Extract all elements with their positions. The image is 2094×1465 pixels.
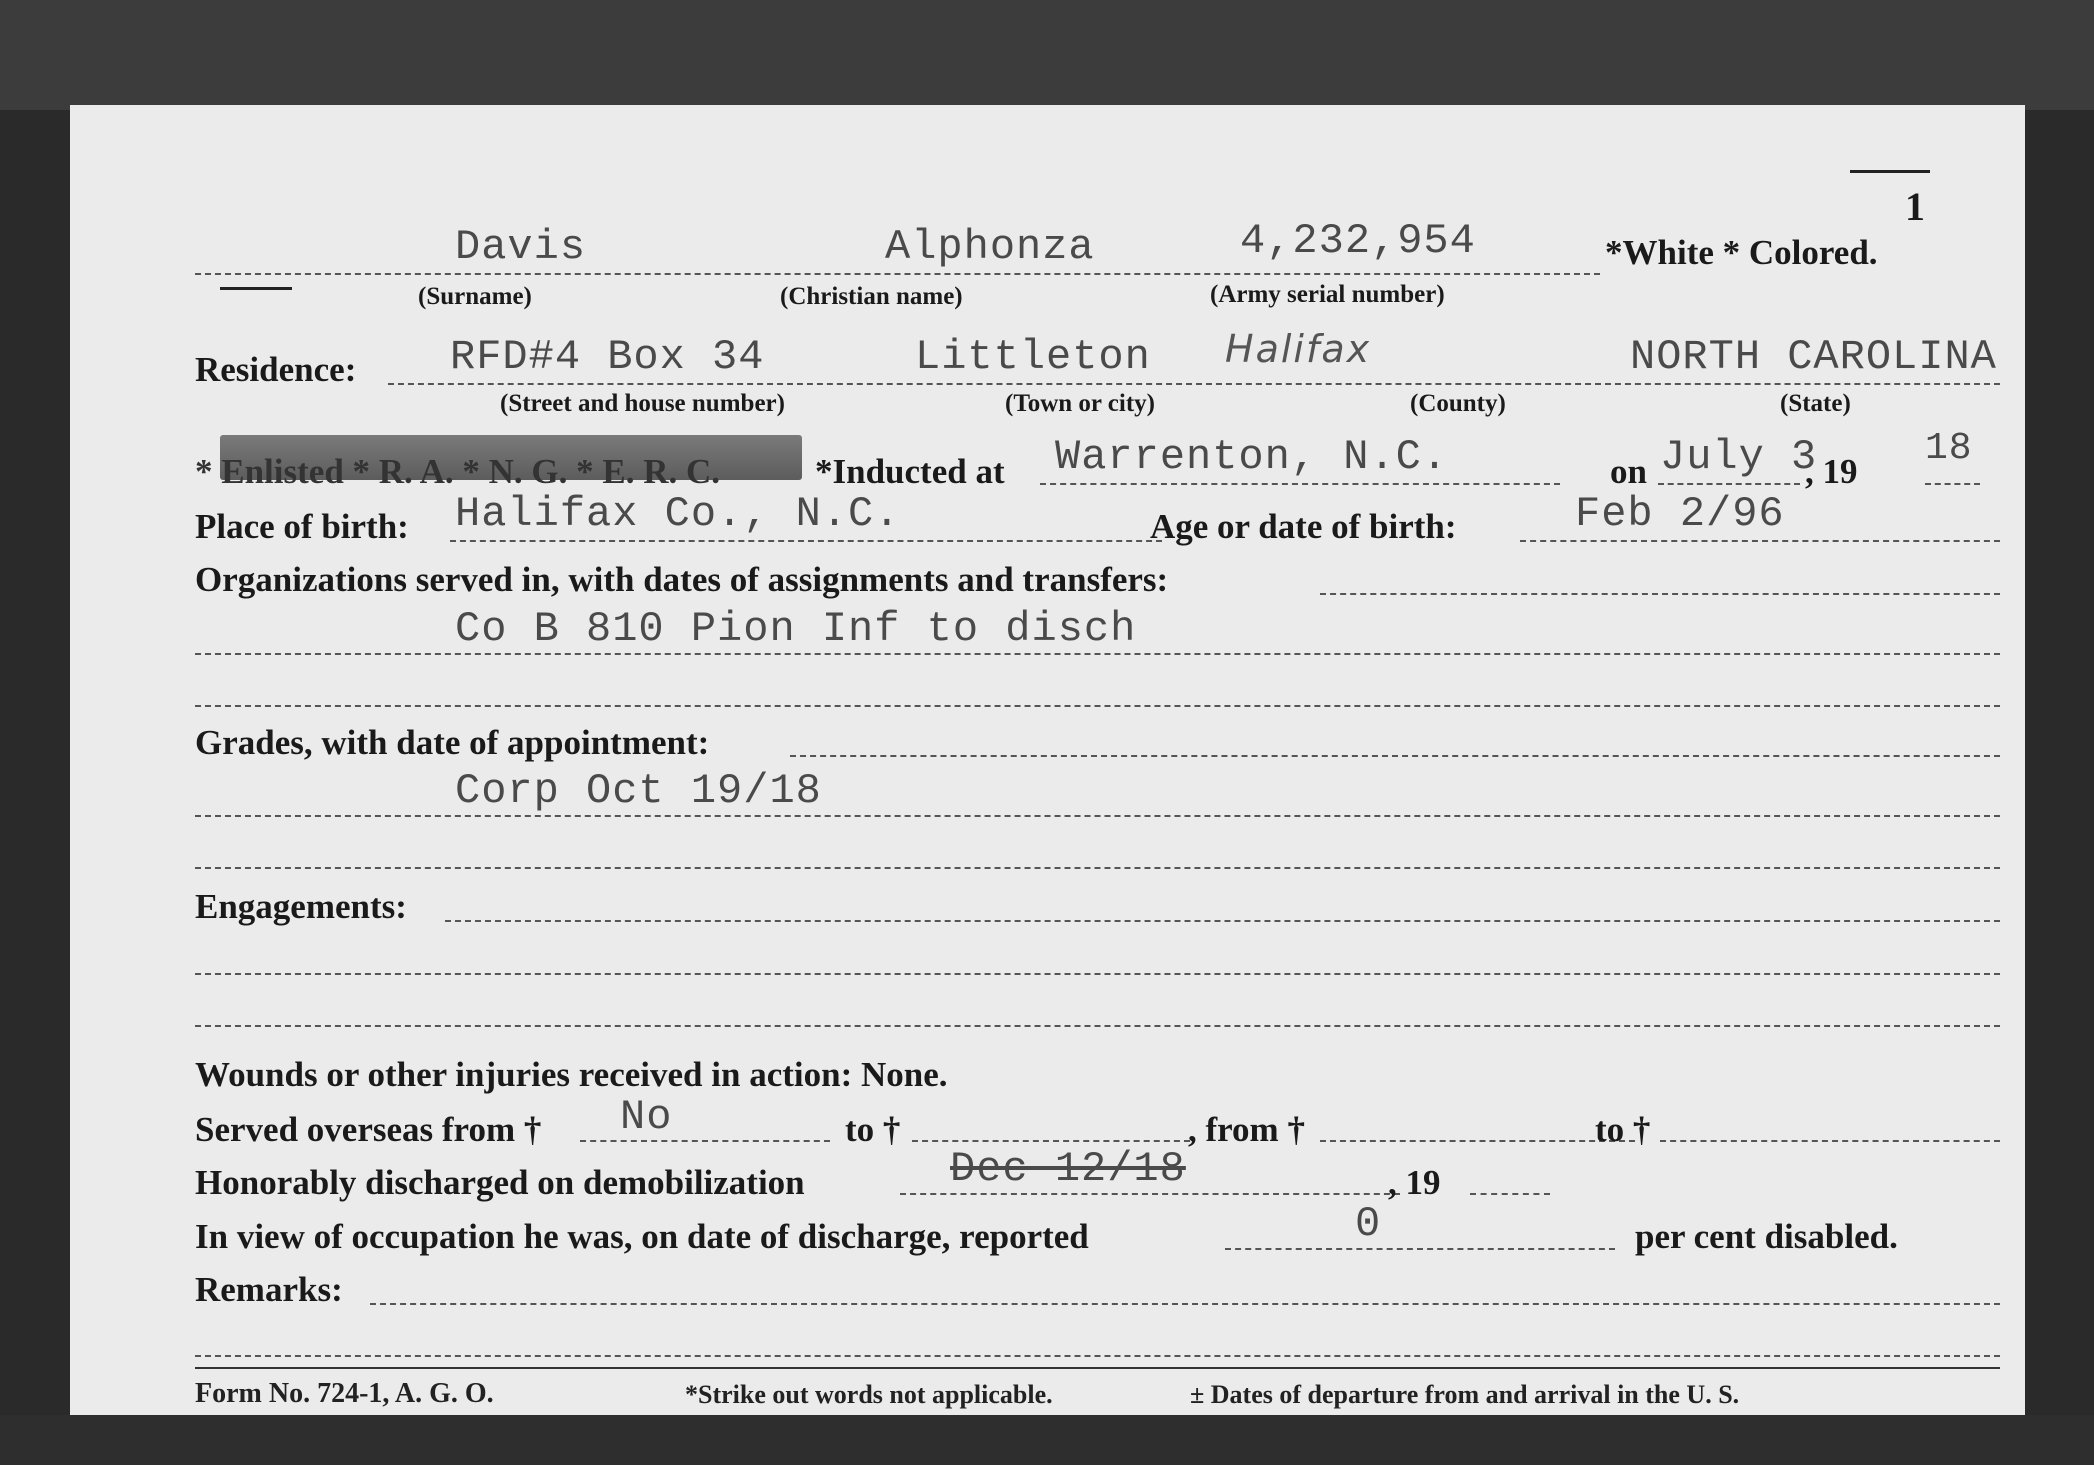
remarks-label: Remarks: <box>195 1270 343 1309</box>
engagements-label: Engagements: <box>195 887 407 926</box>
page-number-rule <box>1850 170 1930 173</box>
town-value: Littleton <box>915 333 1151 381</box>
state-caption: (State) <box>1780 390 1851 417</box>
street-value: RFD#4 Box 34 <box>450 333 765 381</box>
surname-value: Davis <box>455 223 587 271</box>
organizations-line-2 <box>195 653 2000 655</box>
grades-line-3 <box>195 867 2000 869</box>
on-label: on <box>1610 452 1647 491</box>
christian-name-caption: (Christian name) <box>780 283 963 310</box>
wounds-label: Wounds or other injuries received in action: None. <box>195 1055 948 1094</box>
overseas-to2-line <box>1660 1140 2000 1142</box>
discharge-label: Honorably discharged on demobilization <box>195 1163 805 1202</box>
induction-date-line <box>1658 483 1800 485</box>
organizations-line-1 <box>1320 593 2000 595</box>
county-value: Halifax <box>1225 327 1372 371</box>
residence-line <box>388 383 2000 385</box>
page-number: 1 <box>1905 184 1925 229</box>
residence-label: Residence: <box>195 350 357 389</box>
organization-value: Co B 810 Pion Inf to disch <box>455 605 1137 653</box>
remarks-line-1 <box>370 1303 2000 1305</box>
overseas-from2-label: , from † <box>1188 1110 1305 1149</box>
date-of-birth-line <box>1520 540 2000 542</box>
race-options: *White * Colored. <box>1605 233 1878 272</box>
occupation-label: In view of occupation he was, on date of discharge, reported <box>195 1217 1089 1256</box>
organizations-label: Organizations served in, with dates of assignments and transfers: <box>195 560 1169 599</box>
place-of-birth-line <box>450 540 1162 542</box>
age-dob-label: Age or date of birth: <box>1150 507 1457 546</box>
discharge-date-line <box>900 1193 1400 1195</box>
organizations-line-3 <box>195 705 2000 707</box>
induction-year-value: 18 <box>1925 427 1973 470</box>
corner-rule <box>220 287 292 290</box>
overseas-to-line <box>912 1140 1190 1142</box>
strike-note: *Strike out words not applicable. <box>685 1380 1053 1409</box>
served-overseas-label: Served overseas from † <box>195 1110 542 1149</box>
place-of-birth-label: Place of birth: <box>195 507 409 546</box>
overseas-from-line <box>580 1140 830 1142</box>
induction-date-value: July 3 <box>1660 433 1818 481</box>
discharge-year-line <box>1470 1193 1550 1195</box>
place-of-birth-value: Halifax Co., N.C. <box>455 490 901 538</box>
percent-disabled-line <box>1225 1248 1615 1250</box>
surname-caption: (Surname) <box>418 283 532 310</box>
serial-number-value: 4,232,954 <box>1240 217 1476 265</box>
scanner-background-top <box>0 0 2094 110</box>
year-prefix: , 19 <box>1805 452 1858 491</box>
state-value: NORTH CAROLINA <box>1630 333 1997 381</box>
grades-label: Grades, with date of appointment: <box>195 723 710 762</box>
form-number: Form No. 724-1, A. G. O. <box>195 1378 494 1409</box>
disabled-label: per cent disabled. <box>1635 1217 1898 1256</box>
inducted-at-value: Warrenton, N.C. <box>1055 433 1449 481</box>
date-of-birth-value: Feb 2/96 <box>1575 490 1785 538</box>
overseas-to2-label: to † <box>1595 1110 1651 1149</box>
engagements-line-2 <box>195 973 2000 975</box>
induction-year-line <box>1925 483 1980 485</box>
engagements-line-1 <box>445 920 2000 922</box>
discharge-year-prefix: , 19 <box>1388 1163 1441 1202</box>
service-record-card <box>70 105 2025 1420</box>
town-caption: (Town or city) <box>1005 390 1155 417</box>
percent-disabled-value: 0 <box>1355 1200 1382 1248</box>
grades-line-2 <box>195 815 2000 817</box>
enlisted-options: * Enlisted * R. A. * N. G. * E. R. C. <box>195 452 721 491</box>
overseas-from2-line <box>1320 1140 1635 1142</box>
inducted-at-label: *Inducted at <box>815 452 1005 491</box>
county-caption: (County) <box>1410 390 1506 417</box>
engagements-line-3 <box>195 1025 2000 1027</box>
name-line <box>195 273 1600 275</box>
grades-line-1 <box>790 755 2000 757</box>
dates-note: ± Dates of departure from and arrival in the U. S. <box>1190 1380 1740 1409</box>
footer-rule <box>195 1367 2000 1369</box>
inducted-at-line <box>1040 483 1560 485</box>
street-caption: (Street and house number) <box>500 390 785 417</box>
christian-name-value: Alphonza <box>885 223 1095 271</box>
scanner-background-bottom <box>0 1415 2094 1465</box>
overseas-from-value: No <box>620 1093 673 1141</box>
serial-caption: (Army serial number) <box>1210 281 1445 308</box>
discharge-date-value: Dec 12/18 <box>950 1145 1186 1193</box>
overseas-to-label: to † <box>845 1110 901 1149</box>
grade-value: Corp Oct 19/18 <box>455 767 822 815</box>
remarks-line-2 <box>195 1355 2000 1357</box>
